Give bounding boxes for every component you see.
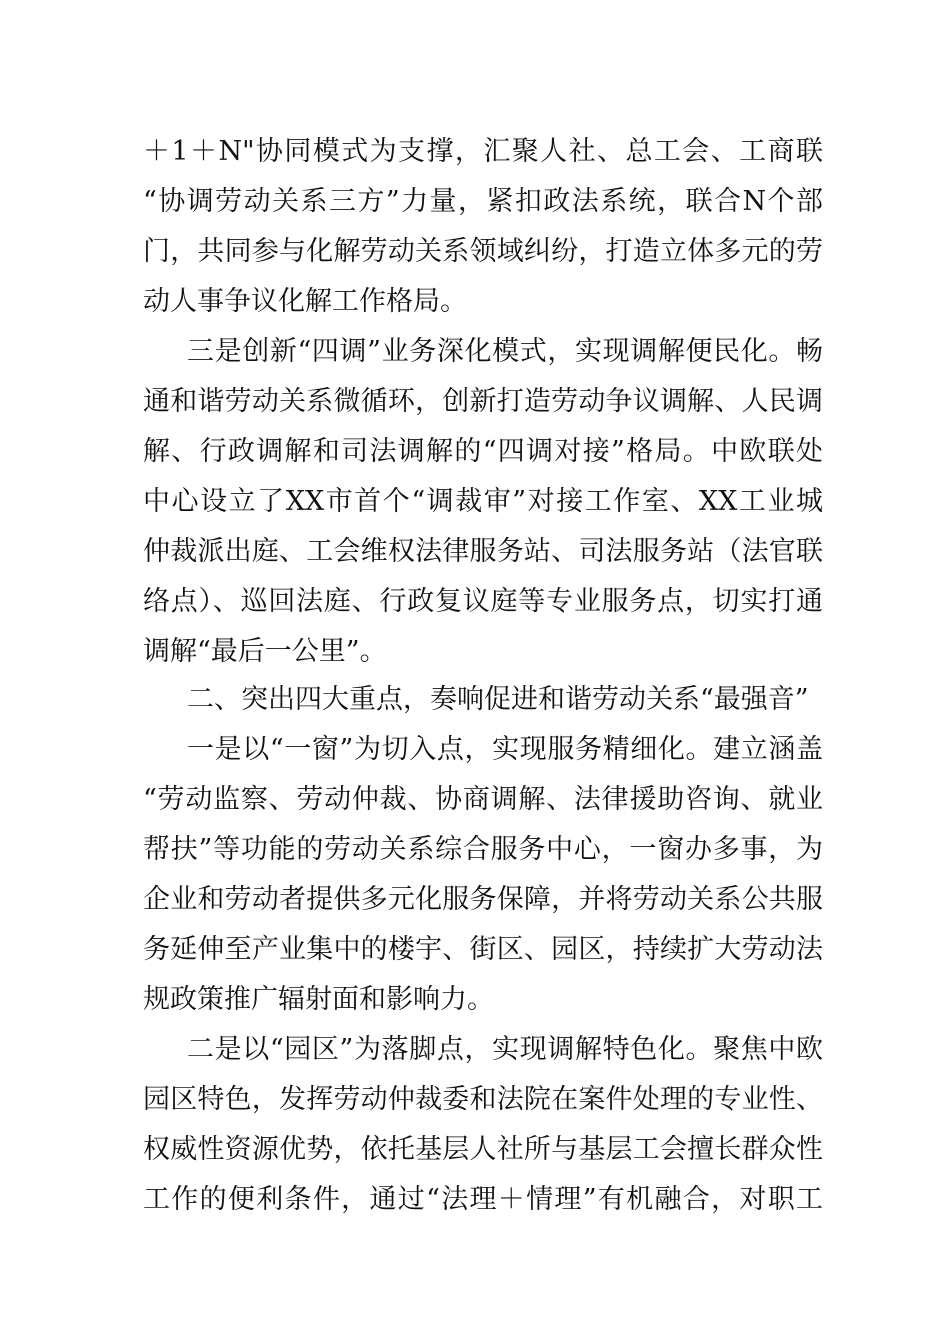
text-line: 工作的便利条件，通过“法理＋情理”有机融合，对职工 (143, 1184, 823, 1215)
paragraph-first-line: 一是以“一窗”为切入点，实现服务精细化。建立涵盖 (187, 734, 823, 765)
text-line: 园区特色，发挥劳动仲裁委和法院在案件处理的专业性、 (143, 1084, 823, 1115)
text-line: 规政策推广辐射面和影响力。 (143, 984, 494, 1015)
text-line: 帮扶”等功能的劳动关系综合服务中心，一窗办多事，为 (143, 834, 823, 865)
text-line: 中心设立了XX市首个“调裁审”对接工作室、XX工业城 (143, 486, 823, 517)
text-line: 企业和劳动者提供多元化服务保障，并将劳动关系公共服 (143, 884, 823, 915)
text-line: 调解“最后一公里”。 (143, 636, 387, 667)
text-line: 解、行政调解和司法调解的“四调对接”格局。中欧联处 (143, 436, 823, 467)
section-heading: 二、突出四大重点，奏响促进和谐劳动关系“最强音” (187, 684, 809, 715)
text-line: 权威性资源优势，依托基层人社所与基层工会擅长群众性 (143, 1134, 823, 1165)
text-line: 门，共同参与化解劳动关系领域纠纷，打造立体多元的劳 (143, 236, 823, 267)
text-line: 络点）、巡回法庭、行政复议庭等专业服务点，切实打通 (143, 586, 823, 617)
paragraph-first-line: 三是创新“四调”业务深化模式，实现调解便民化。畅 (187, 336, 823, 367)
text-line: 务延伸至产业集中的楼宇、街区、园区，持续扩大劳动法 (143, 934, 823, 965)
text-line: “协调劳动关系三方”力量，紧扣政法系统，联合N个部 (143, 186, 823, 217)
paragraph-first-line: 二是以“园区”为落脚点，实现调解特色化。聚焦中欧 (187, 1034, 823, 1065)
text-line: 动人事争议化解工作格局。 (143, 286, 467, 317)
text-line: 通和谐劳动关系微循环，创新打造劳动争议调解、人民调 (143, 386, 823, 417)
text-line: ＋1＋N"协同模式为支撑，汇聚人社、总工会、工商联 (143, 136, 823, 167)
text-line: “劳动监察、劳动仲裁、协商调解、法律援助咨询、就业 (143, 784, 823, 815)
text-line: 仲裁派出庭、工会维权法律服务站、司法服务站（法官联 (143, 536, 823, 567)
